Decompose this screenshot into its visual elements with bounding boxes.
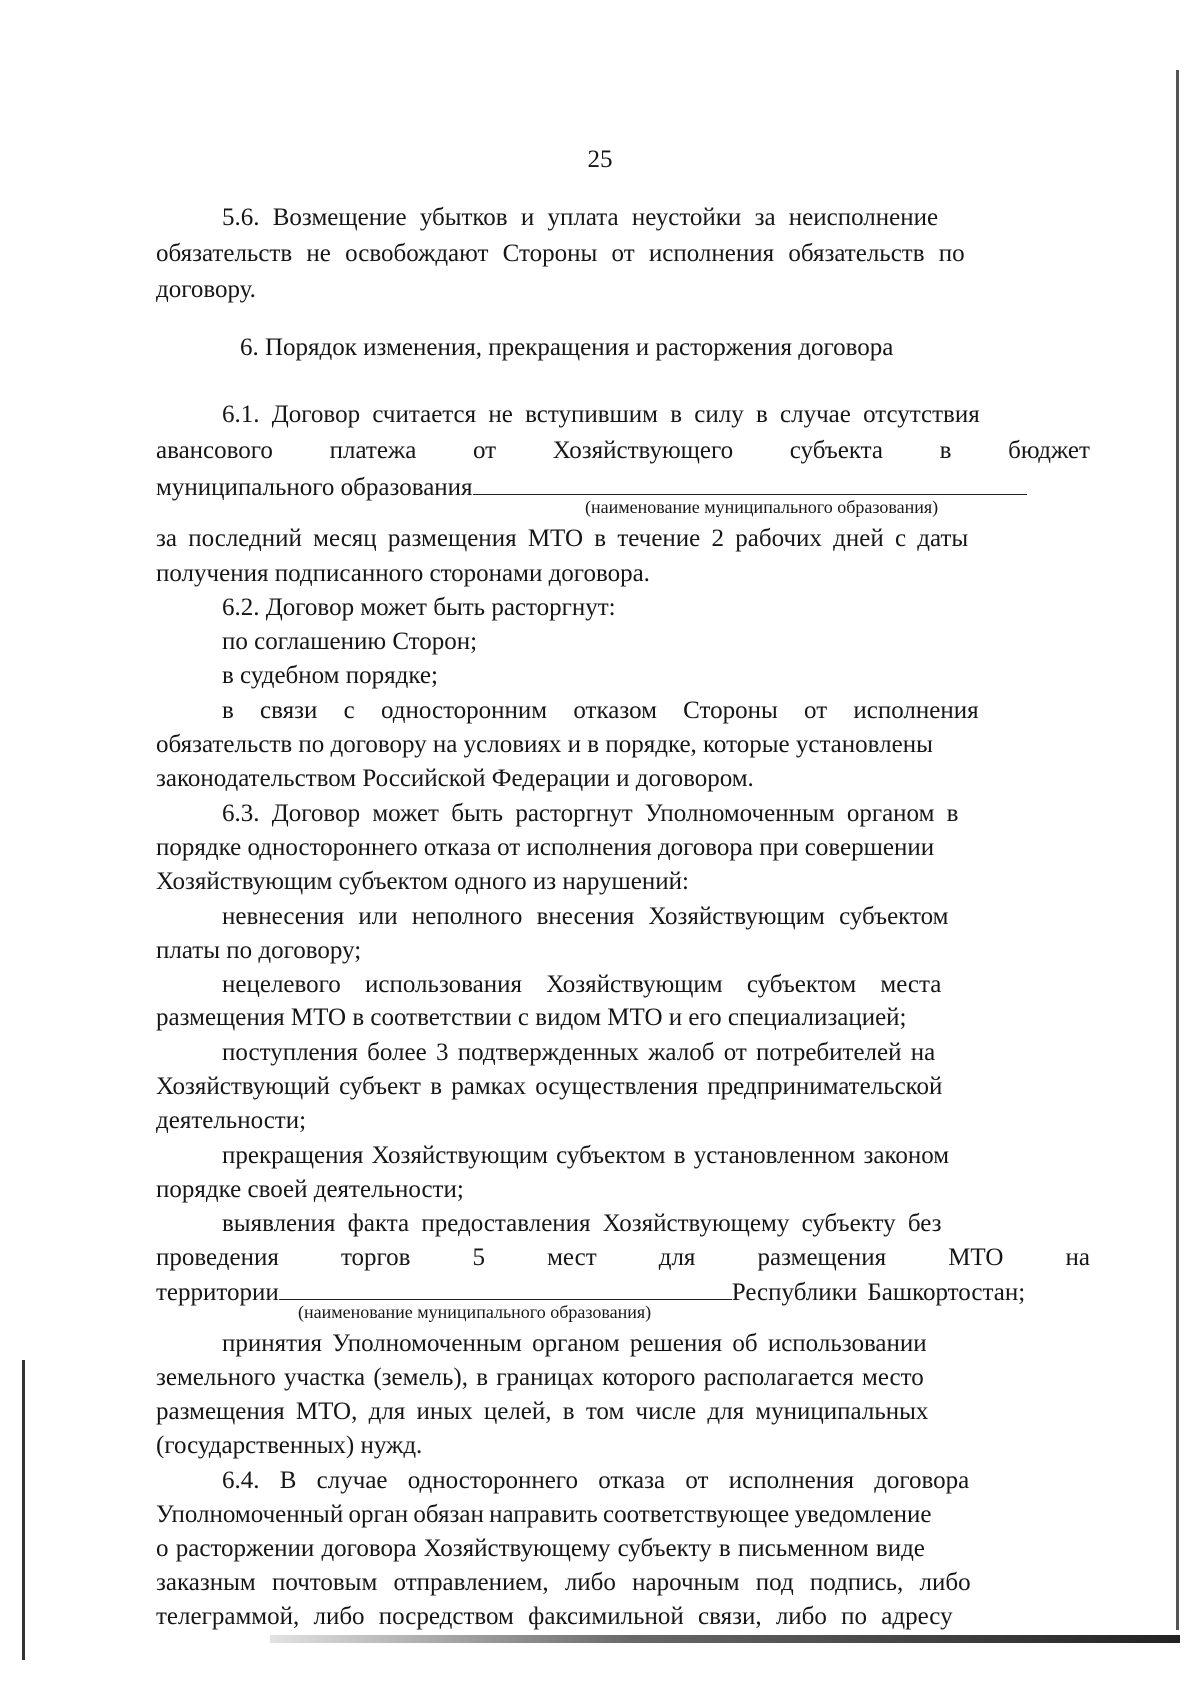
paragraph-6-3-line: земельного участка (земель), в границах которого располагается место [156,1364,924,1391]
paragraph-6-3-line: (государственных) нужд. [156,1432,423,1459]
word: на [1065,1244,1090,1271]
paragraph-6-3-line: Хозяйствующий субъект в рамках осуществления предпринимательской [156,1073,943,1100]
word: МТО [948,1244,1004,1271]
paragraph-6-3-line: невнесения или неполного внесения Хозяйствующим субъектом [222,903,949,930]
paragraph-6-3-line: нецелевого использования Хозяйствующим субъектом места [222,971,942,998]
paragraph-6-4-line: заказным почтовым отправлением, либо нарочным под подпись, либо [156,1569,971,1596]
paragraph-6-3-line: порядке одностороннего отказа от исполнения договора при совершении [156,834,935,861]
word: для [658,1244,696,1271]
word: Хозяйствующего [552,437,734,464]
paragraph-6-3-line: 6.3. Договор может быть расторгнут Уполномоченным органом в [222,800,959,827]
paragraph-6-1-justified-line [156,436,1090,466]
paragraph-6-4-line: Уполномоченный орган обязан направить соответствующее уведомление [156,1501,932,1528]
territory-label: территории [156,1279,279,1306]
paragraph-6-2-line: в связи с односторонним отказом Стороны от исполнения [222,697,979,724]
municipality-blank [473,470,1027,495]
paragraph-6-1-line: 6.1. Договор считается не вступившим в силу в случае отсутствия [222,401,980,428]
paragraph-6-3-line: платы по договору; [156,937,362,964]
paragraph-6-4-line: телеграммой, либо посредством факсимильной связи, либо по адресу [156,1603,953,1630]
paragraph-6-2-line: 6.2. Договор может быть расторгнут: [222,594,616,621]
word: размещения [757,1244,887,1271]
paragraph-6-3-line: размещения МТО, для иных целей, в том числе для муниципальных [156,1398,929,1425]
word: торгов [340,1244,411,1271]
scan-edge-bottom [270,1635,1180,1643]
blank-caption: (наименование муниципального образования) [298,1302,652,1322]
page-number: 25 [587,146,613,173]
word: платежа [329,437,417,464]
text-line: 5.6. Возмещение убытков и уплата неустойки за неисполнение [222,204,939,231]
word: бюджет [1008,437,1090,464]
paragraph-6-1-line [156,470,1027,500]
paragraph-6-4-line: о расторжении договора Хозяйствующему субъекту в письменном виде [156,1535,925,1562]
paragraph-6-3-line: поступления более 3 подтвержденных жалоб от потребителей на [222,1039,936,1066]
word: авансового [156,437,273,464]
paragraph-6-3-justified-line [156,1243,1090,1273]
paragraph-6-3-line: прекращения Хозяйствующим субъектом в установленном законом [222,1142,950,1169]
territory-line [156,1275,1025,1305]
paragraph-5-6-line [222,203,1090,233]
paragraph-6-3-line: принятия Уполномоченным органом решения об использовании [222,1330,927,1357]
paragraph-5-6-line: обязательств не освобождают Стороны от исполнения обязательств по [156,240,965,267]
paragraph-6-4-line: 6.4. В случае одностороннего отказа от исполнения договора [222,1467,970,1494]
paragraph-6-2-line: обязательств по договору на условиях и в порядке, которые установлены [156,731,933,758]
paragraph-6-2-line: законодательством Российской Федерации и договором. [156,765,754,792]
territory-suffix: Республики Башкортостан; [731,1279,1026,1306]
word: мест [547,1244,597,1271]
paragraph-6-1-line: за последний месяц размещения МТО в течение 2 рабочих дней с даты [156,525,969,552]
word: проведения [156,1244,279,1271]
word: от [472,437,497,464]
scan-edge-right [1176,70,1179,1630]
paragraph-6-2-line: в судебном порядке; [222,662,438,689]
word: в [939,437,952,464]
word: субъекта [789,437,883,464]
word: 5 [472,1244,486,1271]
paragraph-6-3-line: порядке своей деятельности; [156,1176,464,1203]
territory-blank [279,1275,732,1300]
paragraph-5-6-line: договору. [156,276,256,303]
scan-edge-left [22,1360,25,1660]
paragraph-6-3-line: Хозяйствующим субъектом одного из нарушений: [156,868,689,895]
paragraph-6-1-line: получения подписанного сторонами договора. [156,560,650,587]
paragraph-6-2-line: по соглашению Сторон; [222,628,478,655]
municipality-label: муниципального образования [156,474,473,501]
section-heading: 6. Порядок изменения, прекращения и расторжения договора [240,334,894,361]
paragraph-6-3-line: размещения МТО в соответствии с видом МТО и его специализацией; [156,1004,907,1031]
blank-caption: (наименование муниципального образования) [585,497,939,517]
paragraph-6-3-line: деятельности; [156,1107,307,1134]
paragraph-6-3-line: выявления факта предоставления Хозяйствующему субъекту без [222,1210,942,1237]
